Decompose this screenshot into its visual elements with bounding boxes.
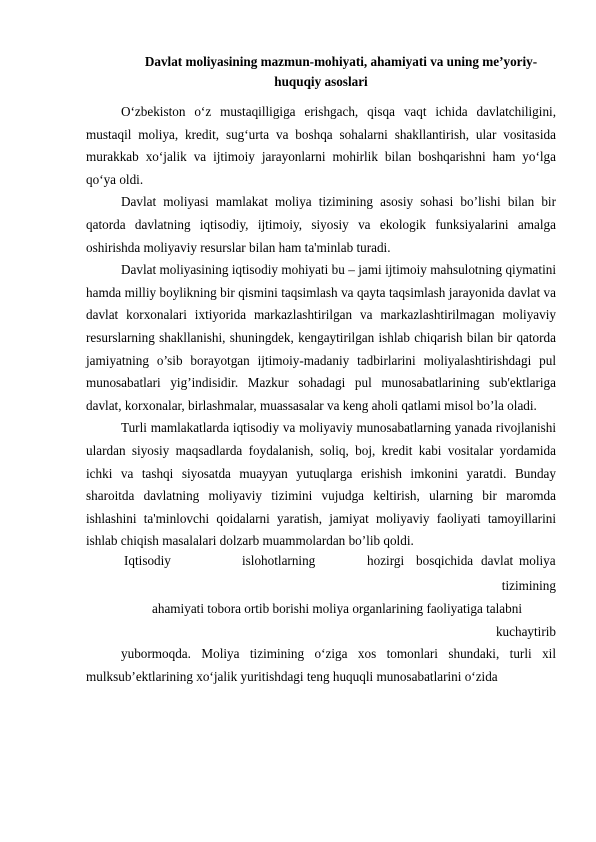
- word: Iqtisodiy: [124, 552, 171, 568]
- word: hozirgi: [367, 552, 405, 568]
- document-title: [86, 52, 556, 92]
- broken-line-3: ahamiyati tobora ortib borishi moliya organlarining faoliyatiga talabni: [152, 601, 523, 617]
- title-line-2: huquqiy asoslari: [274, 74, 368, 89]
- word: davlat: [481, 552, 514, 568]
- word: moliya: [519, 552, 556, 568]
- paragraph: yubormoqda. Moliya tizimining o‘ziga xos tomonlari shundaki, turli xil mulksub’ektlarining xo‘jalik yuritishdagi teng huquqli munosabatlarini o‘zida: [86, 646, 556, 684]
- paragraph: Turli mamlakatlarda iqtisodiy va moliyaviy munosabatlarning yanada rivojlanishi ulardan siyosiy maqsadlarda foydalanish, soliq, boj, kredit kabi vositalar yordamida ichki va tashqi siyosatda muayyan yutuqlarga erishish imkonini yaratdi. Bunday sharoitda davlatning moliyaviy tizimini vujudga keltirish, ularning bir maromda ishlashini ta'minlovchi qoidalarni yaratish, jamiyat moliyaviy faoliyati tamoyillarini ishlab chiqish masalalari dolzarb muammolardan bo’lib qoldi.: [86, 420, 556, 549]
- paragraph: O‘zbekiston o‘z mustaqilligiga erishgach, qisqa vaqt ichida davlatchiligini, mustaqil moliya, kredit, sug‘urta va boshqa sohalarni shakllantirish, ular vositasida murakkab xo‘jalik va ijtimoiy jarayonlarni mohirlik bilan boshqarishni ham yo‘lga qo‘ya oldi.: [86, 104, 556, 187]
- paragraph: Davlat moliyasining iqtisodiy mohiyati bu – jami ijtimoiy mahsulotning qiymatini hamda milliy boylikning bir qismini taqsimlash va qayta taqsimlash jarayonida davlat va davlat korxonalari ixtiyorida markazlashtirilgan va markazlashtirilmagan moliyaviy resurslarning shakllanishi, shuningdek, kengaytirilgan ishlab chiqarish bilan bir qatorda jamiyatning o’sib borayotgan ijtimoiy-madaniy tadbirlarini moliyalashtirishdagi pul munosabatlari yig’indisidir. Mazkur sohadagi pul munosabatlarining sub'ektlariga davlat, korxonalar, birlashmalar, muassasalar va keng aholi qatlami misol bo’la oladi.: [86, 262, 556, 413]
- title-line-1: Davlat moliyasining mazmun-mohiyati, ahamiyati va uning me’yoriy-: [144, 54, 538, 69]
- document-body: [86, 101, 556, 688]
- word: bosqichida: [416, 552, 474, 568]
- broken-line-4: kuchaytirib: [495, 623, 556, 639]
- word: islohotlarning: [242, 552, 316, 568]
- paragraph: Davlat moliyasi mamlakat moliya tizimining asosiy sohasi bo’lishi bilan bir qatorda davlatning iqtisodiy, ijtimoiy, siyosiy va ekologik funksiyalarini amalga oshirishda moliyaviy resurslar bilan ham ta'minlab turadi.: [86, 194, 556, 255]
- broken-line-2: tizimining: [501, 578, 556, 594]
- broken-line-1: [86, 553, 556, 576]
